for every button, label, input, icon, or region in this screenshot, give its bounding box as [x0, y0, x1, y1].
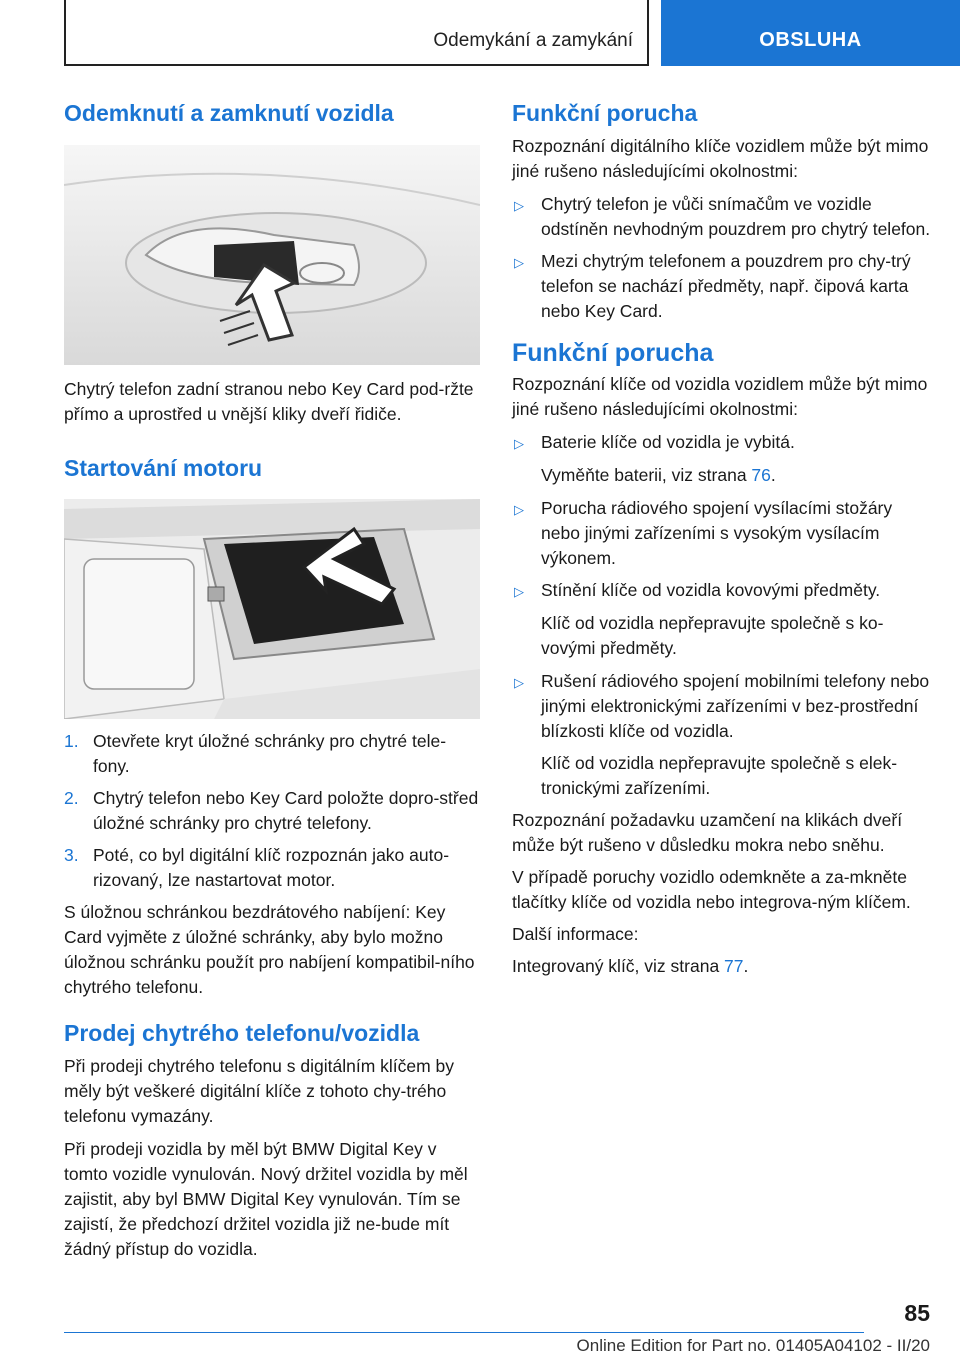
step-item [64, 786, 480, 836]
left-column [64, 100, 480, 1262]
car-key-causes-cont [512, 496, 932, 604]
phone-tray-illustration [64, 499, 480, 719]
list-item [512, 496, 932, 571]
triangle-right-icon: ▷ [514, 435, 524, 451]
integrated-key-period: . [743, 955, 749, 976]
door-handle-illustration [64, 145, 480, 365]
step-item [64, 729, 480, 779]
triangle-right-icon: ▷ [514, 501, 524, 517]
heading-malfunction-car-key: Funkční porucha [512, 338, 714, 367]
door-handle-figure [64, 145, 480, 365]
electronic-devices-note: Klíč od vozidla nepřepravujte společně s elek‐tronickými zařízeními. [541, 752, 898, 798]
heading-sell-phone-vehicle: Prodej chytrého telefonu/vozidla [64, 1020, 420, 1047]
car-key-causes-cont2 [512, 669, 932, 744]
step-item [64, 843, 480, 893]
para-lock-request: Rozpoznání požadavku uzamčení na klikách dveří může být rušeno v důsledku mokra nebo sněhu. [512, 809, 903, 855]
para-sell-vehicle: Při prodeji vozidla by měl být BMW Digital Key v tomto vozidle vynulován. Nový držitel vozidla by měl zajistit, aby byl BMW Digital Key vynulován. Tím se zajistí, že předchozí držitel vozidla již ne‐bude mít žádný přístup do vozidla. [64, 1138, 468, 1259]
integrated-key-text: Integrovaný klíč, viz strana [512, 955, 725, 976]
page-link-77[interactable]: 77 [724, 955, 744, 976]
step-number: 2. [64, 788, 79, 809]
para-sell-phone: Při prodeji chytrého telefonu s digitálním klíčem by měly být veškeré digitální klíče z tohoto chy‐trého telefonu vymazány. [64, 1055, 455, 1126]
list-item [512, 669, 932, 744]
para-digital-key-interference: Rozpoznání digitálního klíče vozidlem může být mimo jiné rušeno následujícími okolnostmi: [512, 135, 929, 181]
list-item [512, 578, 932, 604]
chapter-tab[interactable]: OBSLUHA [661, 0, 960, 66]
heading-engine-start: Startování motoru [64, 454, 263, 481]
list-item [512, 192, 932, 242]
para-wireless-charging: S úložnou schránkou bezdrátového nabíjení: Key Card vyjměte z úložné schránky, aby bylo možno úložnou schránku použít pro nabíjení kompatibil‐ního chytrého telefonu. [64, 902, 475, 998]
list-item-text: Chytrý telefon je vůči snímačům ve vozidle odstíněn nevhodným pouzdrem pro chytrý telefon. [541, 193, 931, 239]
footer-rule [64, 1332, 864, 1333]
list-item-text: Porucha rádiového spojení vysílacími stožáry nebo jinými zařízeními s vysokým vysílacím výkonem. [541, 497, 893, 568]
phone-tray-figure [64, 499, 480, 719]
right-column [512, 100, 932, 979]
para-hold-phone: Chytrý telefon zadní stranou nebo Key Card pod‐ržte přímo a uprostřed u vnější kliky dveří řidiče. [64, 378, 474, 424]
car-key-causes [512, 430, 932, 456]
para-integrated-key [512, 954, 932, 979]
list-item [512, 430, 932, 456]
triangle-right-icon: ▷ [514, 197, 524, 213]
page-link-76[interactable]: 76 [751, 464, 771, 485]
step-text: Poté, co byl digitální klíč rozpoznán jako auto‐rizovaný, lze nastartovat motor. [93, 845, 450, 891]
battery-replace-text: Vyměňte baterii, viz strana [541, 464, 752, 485]
page-number: 85 [904, 1300, 930, 1326]
heading-malfunction-digital-key: Funkční porucha [512, 100, 698, 126]
list-item-text: Baterie klíče od vozidla je vybitá. [541, 431, 795, 452]
start-steps [64, 729, 480, 893]
list-item [512, 249, 932, 324]
triangle-right-icon: ▷ [514, 674, 524, 690]
para-car-key-interference: Rozpoznání klíče od vozidla vozidlem může být mimo jiné rušeno následujícími okolnostmi: [512, 373, 928, 419]
section-title: Odemykání a zamykání [433, 30, 633, 51]
heading-unlock-lock: Odemknutí a zamknutí vozidla [64, 100, 394, 126]
metal-objects-note: Klíč od vozidla nepřepravujte společně s ko‐vovými předměty. [541, 612, 884, 658]
triangle-right-icon: ▷ [514, 583, 524, 599]
battery-replace-period: . [770, 464, 776, 485]
triangle-right-icon: ▷ [514, 254, 524, 270]
list-item-text: Stínění klíče od vozidla kovovými předměty. [541, 579, 881, 600]
step-number: 3. [64, 845, 79, 866]
list-item-text: Rušení rádiového spojení mobilními telefony nebo jinými elektronickými zařízeními v bez‐prostřední blízkosti klíče od vozidla. [541, 670, 930, 741]
battery-replace-note [512, 463, 932, 488]
step-number: 1. [64, 731, 79, 752]
step-text: Chytrý telefon nebo Key Card položte dopro‐střed úložné schránky pro chytré telefony. [93, 788, 479, 834]
edition-note: Online Edition for Part no. 01405A04102 - II/20 [576, 1336, 930, 1355]
step-text: Otevřete kryt úložné schránky pro chytré tele‐fony. [93, 731, 447, 777]
para-in-case-of-fault: V případě poruchy vozidlo odemkněte a za‐mkněte tlačítky klíče od vozidla nebo integrova‐ným klíčem. [512, 866, 911, 912]
list-item-text: Mezi chytrým telefonem a pouzdrem pro chy‐trý telefon se nachází předměty, např. čipová karta nebo Key Card. [541, 250, 911, 321]
digital-key-causes [512, 192, 932, 324]
para-more-info: Další informace: [512, 923, 639, 944]
